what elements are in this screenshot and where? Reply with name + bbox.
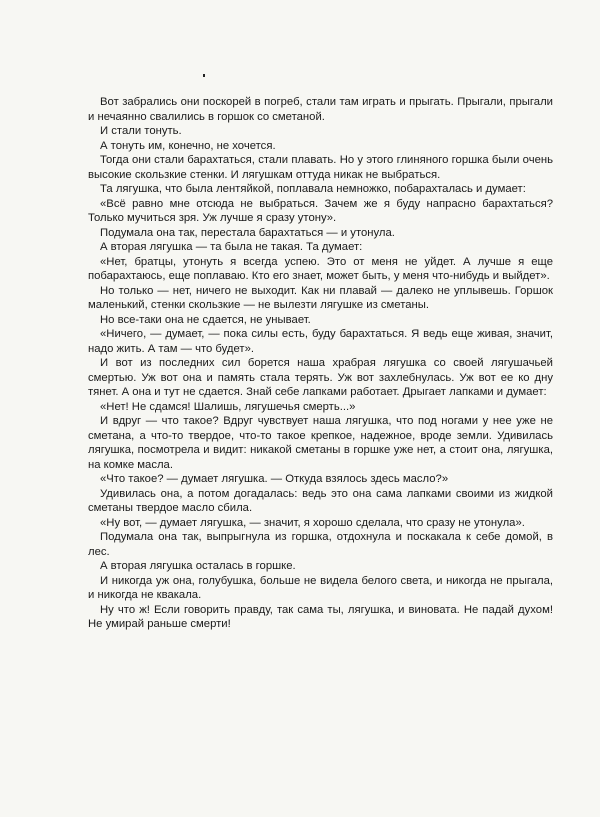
paragraph: Вот забрались они поскорей в погреб, стали там играть и прыгать. Прыгали, прыгали и нечаянно свалились в горшок со сметаной. [88, 96, 553, 123]
paragraph: «Нет, братцы, утонуть я всегда успею. Это от меня не уйдет. А лучше я еще побарахтаюсь, еще поплаваю. Кто его знает, может быть, у меня что-нибудь и выйдет». [88, 255, 553, 282]
paragraph: А вторая лягушка осталась в горшке. [100, 560, 296, 572]
paragraph: Удивилась она, а потом догадалась: ведь это она сама лапками своими из жидкой сметаны твердое масло сбила. [88, 487, 553, 514]
paragraph: Тогда они стали барахтаться, стали плавать. Но у этого глиняного горшка были очень высокие скользкие стенки. И лягушкам оттуда никак не выбраться. [88, 154, 553, 181]
paragraph: «Нет! Не сдамся! Шалишь, лягушечья смерть...» [100, 400, 356, 413]
paragraph: «Ничего, — думает, — пока силы есть, буду барахтаться. Я ведь еще живая, значит, надо жить. А там — что будет». [88, 328, 553, 355]
paragraph: «Всё равно мне отсюда не выбраться. Зачем же я буду напрасно барахтаться? Только мучиться зря. Уж лучше я сразу утону». [88, 197, 553, 224]
paragraph: Подумала она так, выпрыгнула из горшка, отдохнула и поскакала к себе домой, в лес. [88, 531, 553, 558]
paragraph: Подумала она так, перестала барахтаться — и утонула. [100, 226, 395, 239]
paragraph: «Что такое? — думает лягушка. — Откуда взялось здесь масло?» [100, 473, 449, 485]
paragraph: И вот из последних сил борется наша храбрая лягушка со своей лягушачьей смертью. Уж вот она и память стала терять. Уж вот захлебнулась. Уж вот ее ко дну тянет. А она и тут не сдается. Знай себе лапками работает. Дрыгает лапками и думает: [88, 357, 553, 398]
paragraph: Но только — нет, ничего не выходит. Как ни плавай — далеко не уплывешь. Горшок маленький, стенки скользкие — не вылезти лягушке из сметаны. [88, 284, 553, 311]
paragraph: «Ну вот, — думает лягушка, — значит, я хорошо сделала, что сразу не утонула». [100, 516, 525, 529]
paragraph: А тонуть им, конечно, не хочется. [100, 139, 276, 152]
paragraph: И вдруг — что такое? Вдруг чувствует наша лягушка, что под ногами у нее уже не сметана, а что-то твердое, что-то такое крепкое, надежное, вроде земли. Удивилась лягушка, посмотрела и видит: никакой сметаны в горшке уже нет, а стоит она, лягушка, на комке масла. [88, 415, 553, 471]
paragraph: И стали тонуть. [100, 125, 182, 137]
paragraph: Но все-таки она не сдается, не унывает. [100, 313, 311, 326]
stray-mark [203, 74, 205, 77]
paragraph: Ну что ж! Если говорить правду, так сама ты, лягушка, и виновата. Не падай духом! Не умирай раньше смерти! [88, 603, 553, 630]
paragraph: Та лягушка, что была лентяйкой, поплавала немножко, побарахталась и думает: [100, 183, 526, 195]
paragraph: А вторая лягушка — та была не такая. Та думает: [100, 241, 363, 253]
paragraph: И никогда уж она, голубушка, больше не видела белого света, и никогда не прыгала, и никогда не квакала. [88, 574, 553, 601]
story-text [88, 95, 553, 632]
